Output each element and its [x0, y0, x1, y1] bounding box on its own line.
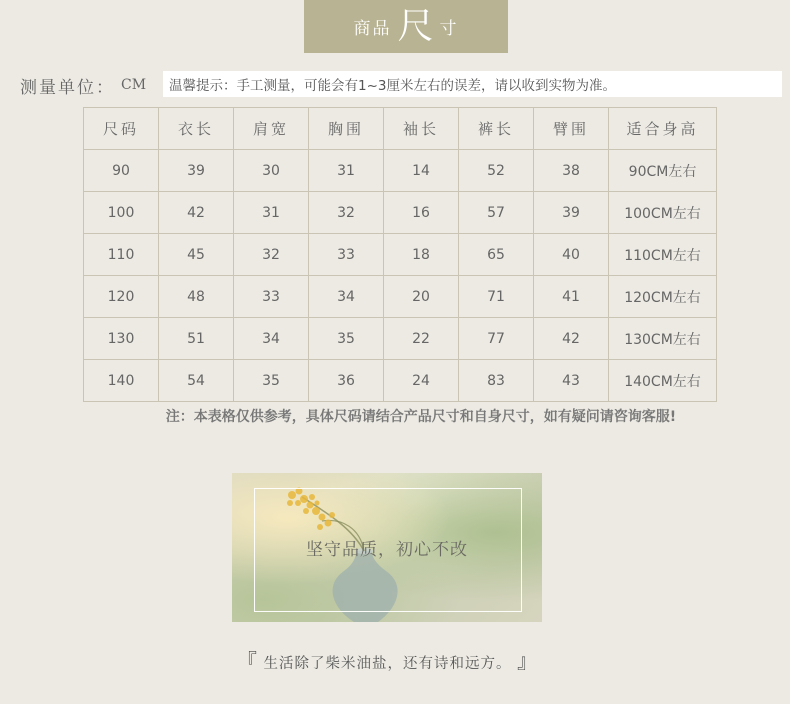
table-cell: 31	[309, 150, 384, 192]
header-height: 适合身高	[609, 108, 717, 150]
table-cell: 42	[534, 318, 609, 360]
table-cell: 120	[84, 276, 159, 318]
table-cell: 45	[159, 234, 234, 276]
table-cell: 20	[384, 276, 459, 318]
measurement-unit-row	[20, 72, 782, 98]
table-header-row	[84, 108, 717, 150]
header-chest: 胸围	[309, 108, 384, 150]
header-size: 尺码	[84, 108, 159, 150]
table-cell: 39	[534, 192, 609, 234]
table-cell: 36	[309, 360, 384, 402]
header-shoulder: 肩宽	[234, 108, 309, 150]
table-cell: 71	[459, 276, 534, 318]
table-cell: 120CM左右	[609, 276, 717, 318]
table-cell: 14	[384, 150, 459, 192]
table-row	[84, 318, 717, 360]
table-cell: 51	[159, 318, 234, 360]
title-suffix: 寸	[439, 19, 459, 39]
header-pants-length: 裤长	[459, 108, 534, 150]
table-cell: 140CM左右	[609, 360, 717, 402]
table-cell: 83	[459, 360, 534, 402]
footer-quote	[0, 645, 775, 674]
table-cell: 110CM左右	[609, 234, 717, 276]
table-cell: 32	[309, 192, 384, 234]
quote-close-mark: 』	[517, 649, 539, 673]
table-cell: 77	[459, 318, 534, 360]
table-cell: 65	[459, 234, 534, 276]
unit-value: CM	[121, 77, 147, 93]
table-cell: 38	[534, 150, 609, 192]
table-row	[84, 150, 717, 192]
flower-vase-photo	[232, 473, 542, 622]
header-length: 衣长	[159, 108, 234, 150]
title-prefix: 商品	[353, 19, 392, 39]
table-cell: 57	[459, 192, 534, 234]
quote-open-mark: 『	[236, 649, 258, 673]
table-cell: 22	[384, 318, 459, 360]
table-cell: 90	[84, 150, 159, 192]
table-cell: 130	[84, 318, 159, 360]
table-cell: 35	[234, 360, 309, 402]
title-banner	[304, 0, 508, 53]
table-cell: 41	[534, 276, 609, 318]
table-cell: 35	[309, 318, 384, 360]
table-cell: 33	[309, 234, 384, 276]
table-cell: 100CM左右	[609, 192, 717, 234]
table-cell: 52	[459, 150, 534, 192]
quote-text: 生活除了柴米油盐，还有诗和远方。	[263, 656, 512, 672]
size-table	[83, 107, 717, 402]
table-cell: 32	[234, 234, 309, 276]
table-cell: 42	[159, 192, 234, 234]
table-row	[84, 276, 717, 318]
table-cell: 130CM左右	[609, 318, 717, 360]
table-cell: 34	[234, 318, 309, 360]
unit-label: 测量单位：	[20, 77, 115, 98]
table-cell: 43	[534, 360, 609, 402]
table-cell: 34	[309, 276, 384, 318]
header-sleeve: 袖长	[384, 108, 459, 150]
table-cell: 39	[159, 150, 234, 192]
table-cell: 110	[84, 234, 159, 276]
table-row	[84, 192, 717, 234]
table-cell: 90CM左右	[609, 150, 717, 192]
table-cell: 140	[84, 360, 159, 402]
table-cell: 48	[159, 276, 234, 318]
banner-slogan: 坚守品质，初心不改	[306, 540, 468, 560]
table-cell: 18	[384, 234, 459, 276]
table-row	[84, 360, 717, 402]
title-main-char: 尺	[397, 5, 434, 47]
table-cell: 31	[234, 192, 309, 234]
table-cell: 33	[234, 276, 309, 318]
table-cell: 24	[384, 360, 459, 402]
table-cell: 16	[384, 192, 459, 234]
table-row	[84, 234, 717, 276]
header-arm: 臂围	[534, 108, 609, 150]
measurement-tip: 温馨提示：手工测量，可能会有1~3厘米左右的误差，请以收到实物为准。	[163, 71, 782, 97]
table-cell: 40	[534, 234, 609, 276]
size-note: 注：本表格仅供参考，具体尺码请结合产品尺寸和自身尺寸，如有疑问请咨询客服!	[165, 409, 677, 425]
table-cell: 54	[159, 360, 234, 402]
table-cell: 100	[84, 192, 159, 234]
table-cell: 30	[234, 150, 309, 192]
